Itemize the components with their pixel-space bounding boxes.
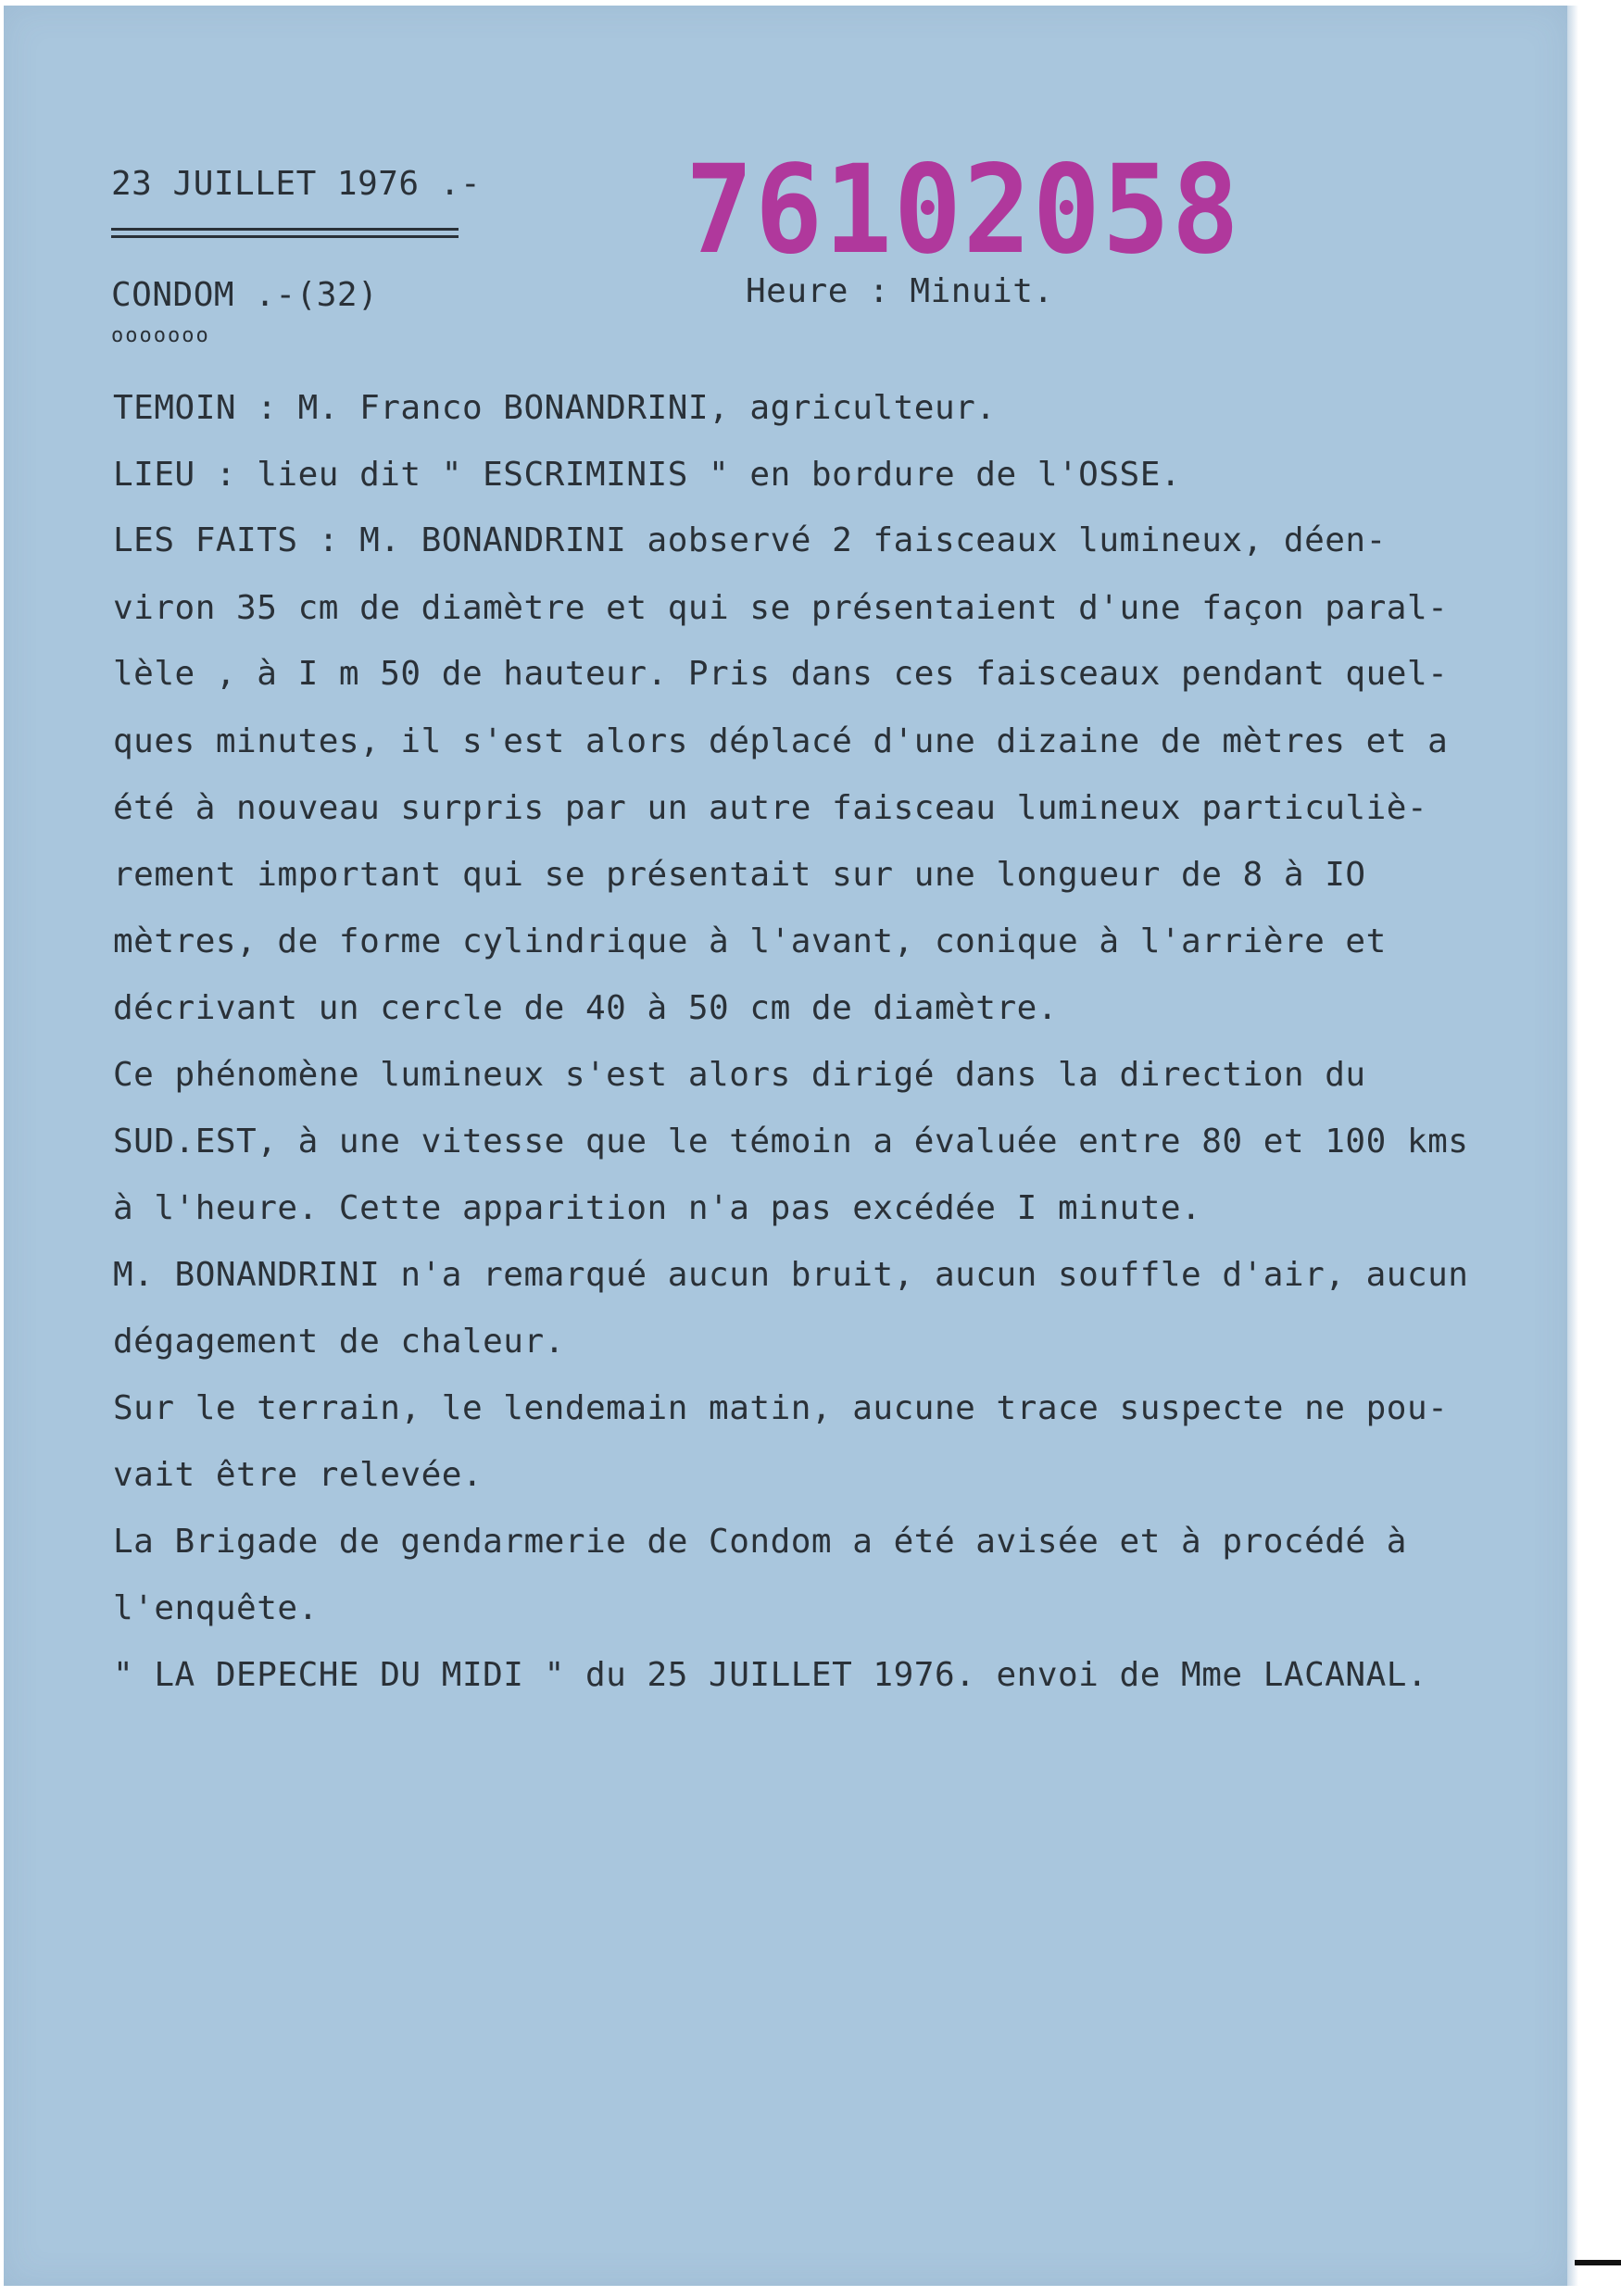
case-number-stamp: 76102058: [685, 139, 1241, 282]
place-underline-circles: ooooooo: [111, 324, 210, 347]
body-line: M. BONANDRINI n'a remarqué aucun bruit, aucun souffle d'air, aucun: [113, 1256, 1469, 1294]
paper-edge: [1567, 6, 1578, 2286]
body-line: Sur le terrain, le lendemain matin, aucune trace suspecte ne pou-: [113, 1389, 1449, 1427]
body-line: ques minutes, il s'est alors déplacé d'une dizaine de mètres et a: [113, 722, 1449, 760]
body-line: rement important qui se présentait sur une longueur de 8 à IO: [113, 856, 1366, 894]
body-line: viron 35 cm de diamètre et qui se présentaient d'une façon paral-: [113, 589, 1449, 627]
body-line: Ce phénomène lumineux s'est alors dirigé dans la direction du: [113, 1056, 1366, 1094]
report-hour: Heure : Minuit.: [746, 272, 1054, 310]
body-line: été à nouveau surpris par un autre faisceau lumineux particuliè-: [113, 789, 1428, 827]
body-line: SUD.EST, à une vitesse que le témoin a évaluée entre 80 et 100 kms: [113, 1123, 1469, 1161]
body-line: TEMOIN : M. Franco BONANDRINI, agriculteur.: [113, 389, 997, 427]
body-line: l'enquête.: [113, 1589, 319, 1627]
report-date: 23 JUILLET 1976 .-: [111, 165, 482, 203]
body-line: décrivant un cercle de 40 à 50 cm de diamètre.: [113, 989, 1058, 1027]
source-citation: " LA DEPECHE DU MIDI " du 25 JUILLET 1976. envoi de Mme LACANAL.: [113, 1656, 1428, 1694]
body-line: La Brigade de gendarmerie de Condom a été avisée et à procédé à: [113, 1523, 1407, 1561]
body-line: dégagement de chaleur.: [113, 1323, 565, 1361]
date-underline-second: [111, 235, 459, 238]
body-line: vait être relevée.: [113, 1456, 484, 1494]
place-heading: CONDOM .-(32): [111, 276, 379, 314]
body-line: LIEU : lieu dit " ESCRIMINIS " en bordure de l'OSSE.: [113, 456, 1182, 494]
date-underline: [111, 228, 459, 231]
corner-mark: [1575, 2260, 1621, 2265]
body-line: lèle , à I m 50 de hauteur. Pris dans ces faisceaux pendant quel-: [113, 655, 1449, 693]
body-line: LES FAITS : M. BONANDRINI aobservé 2 faisceaux lumineux, déen-: [113, 521, 1387, 559]
body-line: mètres, de forme cylindrique à l'avant, conique à l'arrière et: [113, 922, 1387, 960]
body-line: à l'heure. Cette apparition n'a pas excédée I minute.: [113, 1189, 1202, 1227]
